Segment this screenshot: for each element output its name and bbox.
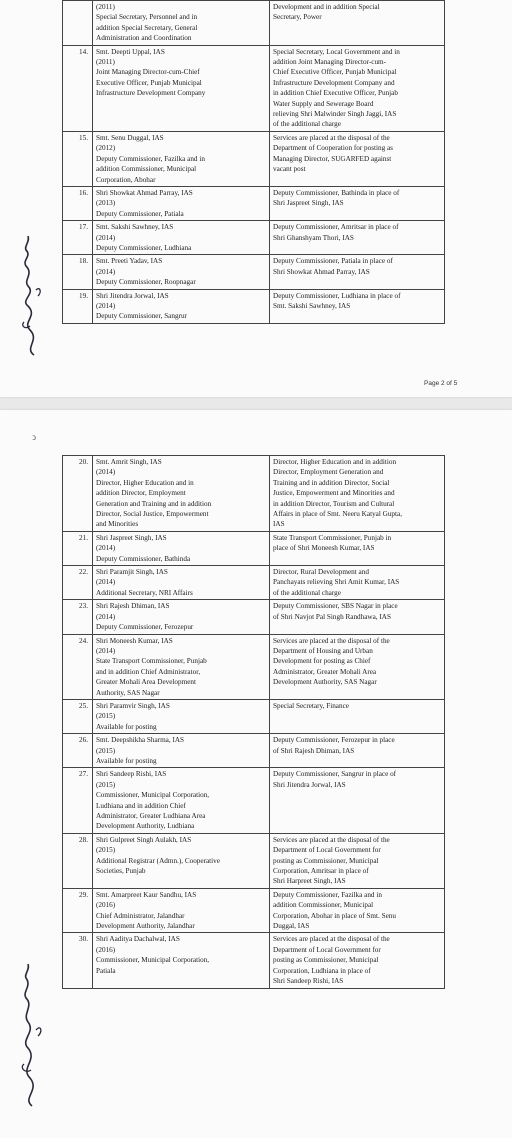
table-body — [63, 456, 445, 989]
officer-line: Generation and Training and in addition — [96, 499, 212, 508]
officer-line: Shri Gulpreet Singh Aulakh, IAS — [96, 835, 192, 844]
serial-number: 23. — [63, 600, 93, 634]
posting-line: Deputy Commissioner, Ludhiana in place of — [273, 291, 401, 300]
posting-line: Department of Local Government for — [273, 945, 381, 954]
posting-cell — [270, 888, 445, 933]
posting-line: Water Supply and Sewerage Board — [273, 99, 374, 108]
officer-line: (2011) — [96, 58, 115, 67]
officer-line: Shri Rajesh Dhiman, IAS — [96, 602, 170, 611]
officer-line: Deputy Commissioner, Fazilka and in — [96, 154, 205, 163]
officer-line: Deputy Commissioner, Ludhiana — [96, 243, 192, 252]
officer-cell — [93, 600, 270, 634]
table-row — [63, 531, 445, 565]
officer-line: (2015) — [96, 712, 116, 721]
serial-number: 27. — [63, 768, 93, 833]
posting-line: Managing Director, SUGARFED against — [273, 154, 392, 163]
officer-line: Development Authority, Ludhiana — [96, 822, 195, 831]
officer-line: (2015) — [96, 746, 116, 755]
posting-line: Panchayats relieving Shri Amit Kumar, IAS — [273, 578, 400, 587]
posting-line: addition Commissioner, Municipal — [273, 901, 374, 910]
transfer-orders-table — [62, 0, 445, 324]
serial-number — [63, 1, 93, 46]
posting-line: posting as Commissioner, Municipal — [273, 856, 379, 865]
officer-line: Smt. Deepti Uppal, IAS — [96, 47, 165, 56]
officer-line: Deputy Commissioner, Roopnagar — [96, 278, 196, 287]
serial-number: 21. — [63, 531, 93, 565]
posting-line: in addition Chief Executive Officer, Punjab — [273, 89, 398, 98]
posting-line: State Transport Commissioner, Punjab in — [273, 533, 392, 542]
posting-line: Director, Rural Development and — [273, 568, 369, 577]
posting-cell — [270, 131, 445, 186]
table-row — [63, 888, 445, 933]
posting-line: Development for posting as Chief — [273, 657, 371, 666]
officer-line: Shri Showkat Ahmad Parray, IAS — [96, 188, 193, 197]
officer-line: Smt. Amrit Singh, IAS — [96, 458, 162, 466]
serial-number: 17. — [63, 221, 93, 255]
officer-line: Smt. Deepshikha Sharma, IAS — [96, 736, 185, 745]
officer-line: Greater Mohali Area Development — [96, 678, 196, 687]
officer-line: Director, Higher Education and in — [96, 478, 194, 487]
officer-cell — [93, 186, 270, 220]
serial-number: 19. — [63, 289, 93, 323]
posting-line: Training and in addition Director, Social — [273, 478, 390, 487]
officer-line: Smt. Sakshi Sawhney, IAS — [96, 223, 174, 232]
posting-line: Corporation, Amritsar in place of — [273, 867, 369, 876]
posting-line: place of Shri Moneesh Kumar, IAS — [273, 544, 375, 553]
officer-line: Authority, SAS Nagar — [96, 688, 160, 697]
officer-line: (2015) — [96, 780, 116, 789]
officer-line: Special Secretary, Personnel and in — [96, 13, 198, 22]
table-row — [63, 634, 445, 699]
officer-line: Patiala — [96, 966, 116, 975]
handwritten-signature — [14, 230, 48, 360]
posting-line: Deputy Commissioner, Bathinda in place of — [273, 188, 400, 197]
serial-number: 16. — [63, 186, 93, 220]
posting-line: in addition Director, Tourism and Cultural — [273, 499, 395, 508]
officer-line: Shri Aaditya Dachalwal, IAS — [96, 935, 180, 944]
officer-line: Additional Registrar (Admn.), Cooperative — [96, 856, 220, 865]
officer-line: Smt. Amarpreet Kaur Sandhu, IAS — [96, 890, 197, 899]
posting-line: Shri Showkat Ahmad Parray, IAS — [273, 267, 370, 276]
posting-cell — [270, 221, 445, 255]
table-row — [63, 221, 445, 255]
table-row — [63, 289, 445, 323]
posting-cell — [270, 699, 445, 733]
posting-line: Deputy Commissioner, Patiala in place of — [273, 257, 393, 266]
officer-line: (2012) — [96, 144, 116, 153]
posting-line: addition Joint Managing Director-cum- — [273, 58, 387, 67]
officer-cell — [93, 289, 270, 323]
officer-cell — [93, 131, 270, 186]
officer-line: and Minorities — [96, 520, 139, 529]
posting-line: Special Secretary, Finance — [273, 701, 349, 710]
officer-line: Deputy Commissioner, Ferozepur — [96, 623, 194, 632]
officer-cell — [93, 255, 270, 289]
posting-cell — [270, 933, 445, 988]
posting-line: Shri Jitendra Jorwal, IAS — [273, 780, 346, 789]
officer-line: (2014) — [96, 612, 116, 621]
table-row — [63, 699, 445, 733]
table-body — [63, 1, 445, 324]
posting-cell — [270, 255, 445, 289]
table-row — [63, 566, 445, 600]
posting-line: Justice, Empowerment and Minorities and — [273, 489, 395, 498]
officer-line: (2016) — [96, 945, 116, 954]
officer-line: Chief Administrator, Jalandhar — [96, 911, 185, 920]
table-row — [63, 456, 445, 532]
posting-line: vacant post — [273, 165, 306, 174]
serial-number: 15. — [63, 131, 93, 186]
posting-line: Chief Executive Officer, Punjab Municipal — [273, 68, 397, 77]
officer-line: Deputy Commissioner, Bathinda — [96, 554, 191, 563]
table-row — [63, 833, 445, 888]
officer-line: (2014) — [96, 468, 116, 477]
posting-line: relieving Shri Malwinder Singh Jaggi, IAS — [273, 110, 397, 119]
posting-line: posting as Commissioner, Municipal — [273, 956, 379, 965]
officer-cell — [93, 768, 270, 833]
table-row — [63, 600, 445, 634]
posting-cell — [270, 186, 445, 220]
officer-line: Joint Managing Director-cum-Chief — [96, 68, 200, 77]
officer-line: Shri Jaspreet Singh, IAS — [96, 533, 167, 542]
serial-number: 22. — [63, 566, 93, 600]
posting-cell — [270, 566, 445, 600]
posting-line: Services are placed at the disposal of the — [273, 636, 390, 645]
table-row — [63, 131, 445, 186]
officer-line: addition Director, Employment — [96, 489, 186, 498]
officer-line: Deputy Commissioner, Patiala — [96, 209, 184, 218]
officer-line: (2014) — [96, 233, 116, 242]
posting-line: Director, Employment Generation and — [273, 468, 384, 477]
officer-line: (2014) — [96, 646, 116, 655]
posting-line: Shri Jaspreet Singh, IAS — [273, 199, 344, 208]
handwritten-signature — [14, 960, 48, 1110]
posting-line: Director, Higher Education and in addition — [273, 458, 397, 466]
posting-cell — [270, 45, 445, 131]
posting-line: of the additional charge — [273, 588, 341, 597]
officer-line: (2015) — [96, 846, 116, 855]
officer-line: (2014) — [96, 301, 116, 310]
officer-cell — [93, 933, 270, 988]
posting-line: Administrator, Greater Mohali Area — [273, 667, 377, 676]
table-row — [63, 186, 445, 220]
posting-line: Development Authority, SAS Nagar — [273, 678, 377, 687]
posting-line: Corporation, Abohar in place of Smt. Senu — [273, 911, 396, 920]
posting-line: Affairs in place of Smt. Neeru Katyal Gupta, — [273, 510, 403, 519]
officer-line: Commissioner, Municipal Corporation, — [96, 791, 210, 800]
officer-cell — [93, 888, 270, 933]
officer-line: Director, Social Justice, Empowerment — [96, 510, 209, 519]
posting-cell — [270, 289, 445, 323]
officer-line: Smt. Preeti Yadav, IAS — [96, 257, 163, 266]
posting-cell — [270, 456, 445, 532]
officer-line: (2014) — [96, 267, 116, 276]
officer-line: Development Authority, Jalandhar — [96, 922, 195, 931]
serial-number: 30. — [63, 933, 93, 988]
serial-number: 24. — [63, 634, 93, 699]
table-row — [63, 933, 445, 988]
serial-number: 18. — [63, 255, 93, 289]
posting-cell — [270, 531, 445, 565]
officer-line: Shri Paramjit Singh, IAS — [96, 568, 168, 577]
table-row — [63, 255, 445, 289]
officer-cell — [93, 699, 270, 733]
transfer-orders-table — [62, 455, 445, 989]
officer-line: Available for posting — [96, 756, 157, 765]
officer-line: (2014) — [96, 544, 116, 553]
officer-line: addition Special Secretary, General — [96, 23, 198, 32]
posting-line: Special Secretary, Local Government and in — [273, 47, 400, 56]
officer-cell — [93, 566, 270, 600]
officer-cell — [93, 833, 270, 888]
officer-cell — [93, 45, 270, 131]
officer-line: Smt. Senu Duggal, IAS — [96, 133, 164, 142]
officer-cell — [93, 531, 270, 565]
page-number-label: Page 2 of 5 — [424, 380, 458, 387]
officer-line: Ludhiana and in addition Chief — [96, 801, 186, 810]
serial-number: 26. — [63, 734, 93, 768]
posting-line: Shri Harpreet Singh, IAS — [273, 877, 346, 886]
posting-line: Secretary, Power — [273, 13, 322, 22]
posting-cell — [270, 600, 445, 634]
officer-line: Shri Sandeep Rishi, IAS — [96, 770, 167, 779]
posting-line: Department of Housing and Urban — [273, 646, 373, 655]
officer-cell — [93, 456, 270, 532]
officer-line: Shri Moneesh Kumar, IAS — [96, 636, 173, 645]
posting-line: Deputy Commissioner, Sangrur in place of — [273, 770, 397, 779]
officer-line: State Transport Commissioner, Punjab — [96, 657, 207, 666]
officer-line: Commissioner, Municipal Corporation, — [96, 956, 210, 965]
serial-number: 20. — [63, 456, 93, 532]
document-page-2 — [0, 0, 512, 397]
officer-line: and in addition Chief Administrator, — [96, 667, 201, 676]
posting-line: Development and in addition Special — [273, 3, 380, 11]
posting-line: IAS — [273, 520, 285, 529]
serial-number: 25. — [63, 699, 93, 733]
officer-line: Additional Secretary, NRI Affairs — [96, 588, 193, 597]
document-page-3 — [0, 410, 512, 1138]
officer-line: addition Commissioner, Municipal — [96, 165, 197, 174]
officer-cell — [93, 734, 270, 768]
posting-line: Smt. Sakshi Sawhney, IAS — [273, 301, 351, 310]
posting-line: Shri Sandeep Rishi, IAS — [273, 977, 344, 986]
posting-line: Services are placed at the disposal of the — [273, 935, 390, 944]
officer-cell — [93, 634, 270, 699]
posting-line: Deputy Commissioner, Fazilka and in — [273, 890, 382, 899]
posting-line: Services are placed at the disposal of the — [273, 133, 390, 142]
officer-line: Infrastructure Development Company — [96, 89, 206, 98]
posting-line: Duggal, IAS — [273, 922, 310, 931]
scan-mark: ͻ — [32, 432, 36, 442]
serial-number: 28. — [63, 833, 93, 888]
posting-line: Department of Cooperation for posting as — [273, 144, 393, 153]
officer-line: (2011) — [96, 3, 115, 11]
table-row — [63, 1, 445, 46]
posting-line: of Shri Rajesh Dhiman, IAS — [273, 746, 355, 755]
officer-line: (2014) — [96, 578, 116, 587]
posting-line: Corporation, Ludhiana in place of — [273, 966, 371, 975]
officer-line: (2013) — [96, 199, 116, 208]
table-row — [63, 45, 445, 131]
officer-line: Available for posting — [96, 722, 157, 731]
posting-line: of the additional charge — [273, 120, 341, 129]
officer-line: Executive Officer, Punjab Municipal — [96, 78, 202, 87]
serial-number: 14. — [63, 45, 93, 131]
officer-line: Administrator, Greater Ludhiana Area — [96, 812, 206, 820]
posting-cell — [270, 1, 445, 46]
officer-line: (2016) — [96, 901, 116, 910]
posting-line: Deputy Commissioner, Ferozepur in place — [273, 736, 395, 745]
posting-line: Services are placed at the disposal of the — [273, 835, 390, 844]
officer-cell — [93, 221, 270, 255]
posting-cell — [270, 734, 445, 768]
posting-line: Department of Local Government for — [273, 846, 381, 855]
posting-line: Deputy Commissioner, Amritsar in place of — [273, 223, 399, 232]
officer-line: Corporation, Abohar — [96, 175, 156, 184]
posting-line: of Shri Navjot Pal Singh Randhawa, IAS — [273, 612, 391, 621]
officer-line: Shri Jitendra Jorwal, IAS — [96, 291, 169, 300]
posting-line: Deputy Commissioner, SBS Nagar in place — [273, 602, 398, 611]
posting-cell — [270, 833, 445, 888]
officer-cell — [93, 1, 270, 46]
officer-line: Shri Paramvir Singh, IAS — [96, 701, 170, 710]
posting-line: Infrastructure Development Company and — [273, 78, 395, 87]
officer-line: Administration and Coordination — [96, 34, 192, 43]
posting-cell — [270, 634, 445, 699]
officer-line: Deputy Commissioner, Sangrur — [96, 312, 187, 321]
officer-line: Societies, Punjab — [96, 867, 146, 876]
table-row — [63, 734, 445, 768]
table-row — [63, 768, 445, 833]
posting-line: Shri Ghanshyam Thori, IAS — [273, 233, 354, 242]
posting-cell — [270, 768, 445, 833]
serial-number: 29. — [63, 888, 93, 933]
